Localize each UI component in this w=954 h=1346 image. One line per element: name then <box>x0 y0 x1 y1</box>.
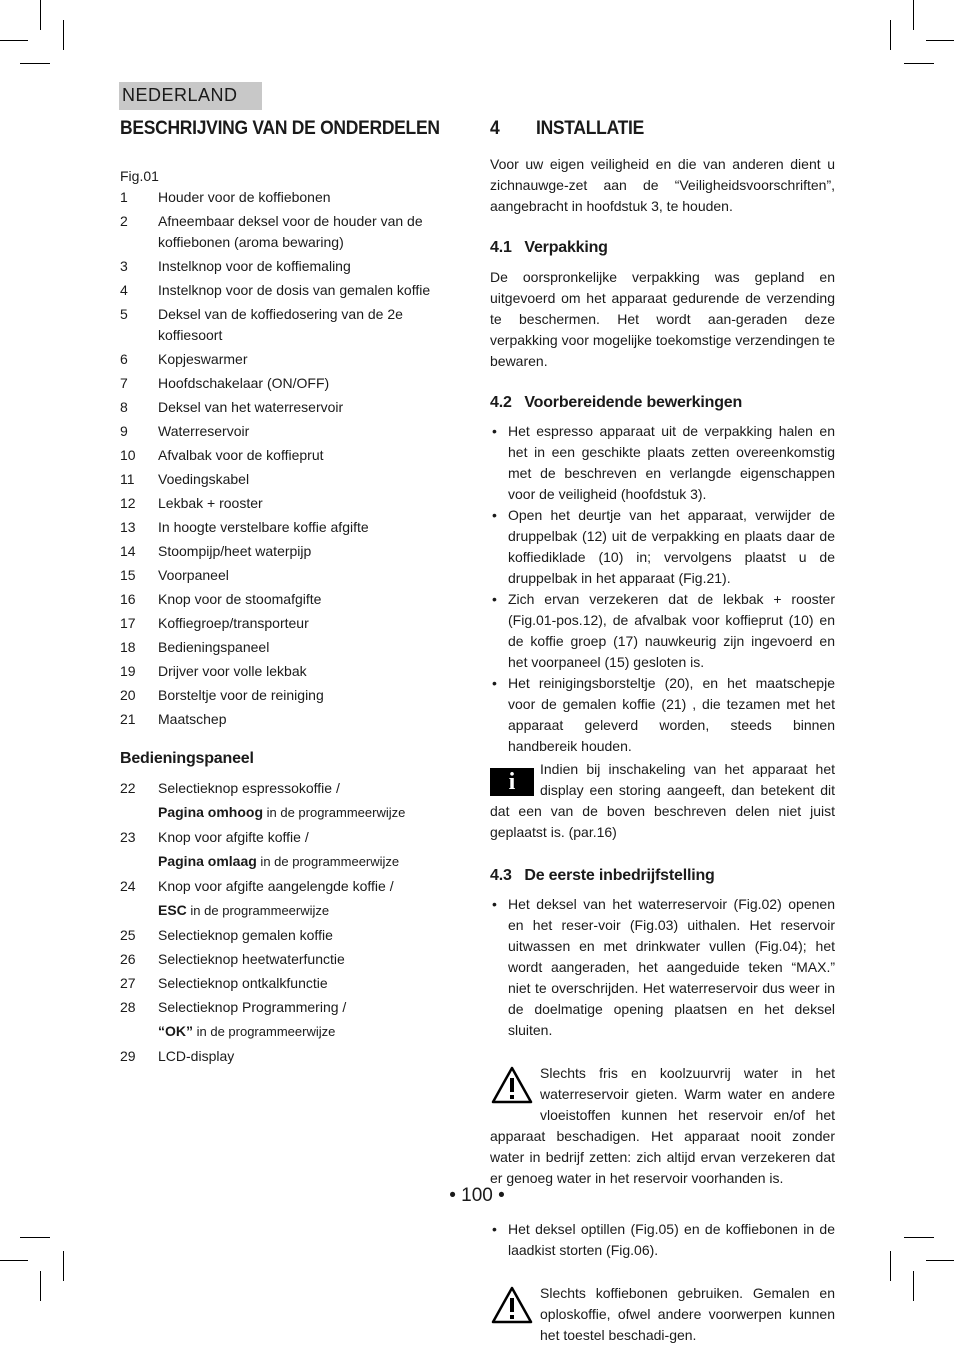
item-text: Afvalbak voor de koffieprut <box>158 447 324 463</box>
item-number: 20 <box>120 687 136 703</box>
section-title-text: INSTALLATIE <box>536 118 644 139</box>
list-item <box>120 349 465 370</box>
list-item <box>120 565 465 586</box>
item-text: Maatschep <box>158 711 227 727</box>
list-item <box>120 421 465 442</box>
item-number: 11 <box>120 471 135 487</box>
item-number: 8 <box>120 399 128 415</box>
control-panel-list <box>120 776 465 1068</box>
item-number: 10 <box>120 447 136 463</box>
item-number: 27 <box>120 975 136 991</box>
list-item <box>120 613 465 634</box>
item-line: Selectieknop gemalen koffie <box>158 927 333 943</box>
packaging-paragraph: De oorspronkelijke verpakking was gepland en uitgevoerd om het apparaat gedurende de verzending te beschermen. Het wordt aan-geraden deze verpakking voor mogelijke toekomstige verzendingen te bewaren. <box>490 269 835 369</box>
item-text: Houder voor de koffiebonen <box>158 189 331 205</box>
item-number: 22 <box>120 780 136 796</box>
item-text: Deksel van de koffiedosering van de 2e koffiesoort <box>158 306 403 343</box>
item-text <box>158 995 465 1044</box>
mode-key: Pagina omlaag <box>158 853 257 869</box>
list-item <box>120 211 465 253</box>
warning-icon <box>490 1065 534 1111</box>
list-item <box>120 995 465 1044</box>
item-number: 25 <box>120 927 136 943</box>
item-number: 28 <box>120 999 136 1015</box>
item-number: 14 <box>120 543 136 559</box>
item-number: 23 <box>120 829 136 845</box>
mode-text: in de programmeerwijze <box>263 805 406 820</box>
crop-mark <box>926 1260 954 1261</box>
crop-mark <box>40 1271 41 1301</box>
item-line-mode <box>158 849 465 874</box>
list-item <box>120 825 465 874</box>
list-item: • Het espresso apparaat uit de verpakking halen en het in een geschikte plaats zetten overeenkomstig met de beschreven en verlangde eigenschappen voor de veiligheid (hoofdstuk 3). <box>490 421 835 505</box>
warning-text: Slechts koffiebonen gebruiken. Gemalen en oploskoffie, ofwel andere voorwerpen kunnen het toestel beschadi-gen. <box>540 1285 835 1343</box>
mode-key: ESC <box>158 902 187 918</box>
list-item <box>120 971 465 995</box>
item-text: Lekbak + rooster <box>158 495 263 511</box>
language-label: NEDERLAND <box>122 85 238 105</box>
item-text <box>158 947 465 971</box>
item-number: 5 <box>120 306 128 322</box>
item-number: 17 <box>120 615 136 631</box>
item-text: Drijver voor volle lekbak <box>158 663 307 679</box>
item-text <box>158 1044 465 1068</box>
crop-mark <box>0 1260 28 1261</box>
list-item <box>120 517 465 538</box>
list-item <box>120 469 465 490</box>
item-text: Instelknop voor de dosis van gemalen koffie <box>158 282 431 298</box>
item-number: 13 <box>120 519 136 535</box>
item-number: 1 <box>120 189 128 205</box>
item-number: 2 <box>120 213 128 229</box>
preparation-list <box>490 421 835 757</box>
item-line: Selectieknop heetwaterfunctie <box>158 951 345 967</box>
list-item <box>120 256 465 277</box>
item-line: LCD-display <box>158 1048 235 1064</box>
item-text <box>158 776 465 825</box>
item-line-mode <box>158 1019 465 1044</box>
crop-mark <box>63 1251 64 1281</box>
item-text: Bedieningspaneel <box>158 639 270 655</box>
list-item: • Het deksel optillen (Fig.05) en de koffiebonen in de laadkist storten (Fig.06). <box>490 1219 835 1261</box>
item-text: Voorpaneel <box>158 567 229 583</box>
list-item <box>120 947 465 971</box>
page-number: • 100 • <box>449 1185 505 1206</box>
crop-mark <box>63 20 64 50</box>
item-line-mode <box>158 898 465 923</box>
section-number: 4 <box>490 118 500 139</box>
info-note-text: Indien bij inschakeling van het apparaat het display een storing aangeeft, dan betekent dit dat een van de boven beschreven delen niet juist geplaatst is. (par.16) <box>490 761 835 840</box>
item-number: 18 <box>120 639 136 655</box>
list-item <box>120 709 465 730</box>
list-item <box>120 280 465 301</box>
list-item: • Open het deurtje van het apparaat, verwijder de druppelbak (12) uit de verpakking en plaats daar de koffiediklade (10) in; vervolgens plaatst u de druppelbak in het apparaat (Fig.21). <box>490 505 835 589</box>
item-text: Knop voor de stoomafgifte <box>158 591 322 607</box>
crop-mark <box>890 1251 891 1281</box>
item-line: Knop voor afgifte koffie / <box>158 829 309 845</box>
item-text <box>158 971 465 995</box>
parts-list <box>120 187 465 730</box>
item-number: 9 <box>120 423 128 439</box>
crop-mark <box>20 63 50 64</box>
warning-note-beans <box>490 1283 835 1346</box>
crop-mark <box>926 40 954 41</box>
section-title-parts: BESCHRIJVING VAN DE ONDERDELEN <box>120 118 440 139</box>
list-item <box>120 445 465 466</box>
list-item: • Het reinigingsborsteltje (20), en het maatschepje voor de gemalen koffie (21) , die tezamen met het apparaat geleverd worden, steeds binnen handbereik houden. <box>490 673 835 757</box>
item-number: 24 <box>120 878 136 894</box>
item-number: 6 <box>120 351 128 367</box>
item-text: Koffiegroep/transporteur <box>158 615 309 631</box>
list-item <box>120 373 465 394</box>
mode-key: “OK” <box>158 1023 193 1039</box>
item-text: Deksel van het waterreservoir <box>158 399 344 415</box>
item-text: In hoogte verstelbare koffie afgifte <box>158 519 369 535</box>
item-number: 16 <box>120 591 136 607</box>
list-item <box>120 1044 465 1068</box>
list-item <box>120 589 465 610</box>
list-item <box>120 923 465 947</box>
crop-mark <box>904 63 934 64</box>
info-note <box>490 759 835 843</box>
list-item <box>120 776 465 825</box>
list-item <box>120 874 465 923</box>
first-use-list <box>490 894 835 1041</box>
item-number: 4 <box>120 282 128 298</box>
subsection-title-preparation: 4.2 Voorbereidende bewerkingen <box>490 394 743 411</box>
item-line: Selectieknop espressokoffie / <box>158 780 340 796</box>
panel-title: Bedieningspaneel <box>120 750 254 767</box>
item-number: 12 <box>120 495 136 511</box>
list-item <box>120 541 465 562</box>
list-item <box>120 661 465 682</box>
item-text: Kopjeswarmer <box>158 351 248 367</box>
mode-text: in de programmeerwijze <box>186 903 330 918</box>
item-line: Selectieknop Programmering / <box>158 999 347 1015</box>
left-column <box>120 116 465 1068</box>
list-item <box>120 187 465 208</box>
warning-text: Slechts fris en koolzuurvrij water in het waterreservoir gieten. Warm water en andere vloeistoffen kunnen het reservoir en/of het apparaat beschadigen. Het apparaat nooit zonder water in bedrijf zetten: zich altijd ervan verzekeren dat er genoeg water in het reservoir voorhanden is. <box>490 1065 835 1186</box>
mode-text: in de programmeerwijze <box>193 1024 336 1039</box>
item-line: Selectieknop ontkalkfunctie <box>158 975 328 991</box>
right-column <box>490 116 835 1346</box>
item-text: Waterreservoir <box>158 423 250 439</box>
list-item <box>120 493 465 514</box>
item-number: 29 <box>120 1048 136 1064</box>
item-number: 21 <box>120 711 136 727</box>
crop-mark <box>20 1237 50 1238</box>
list-item: • Zich ervan verzekeren dat de lekbak + rooster (Fig.01-pos.12), de afvalbak voor koffieprut (10) en de koffie groep (17) nauwkeurig zijn ingevoerd en het voorpaneel (15) gesloten is. <box>490 589 835 673</box>
list-item <box>120 397 465 418</box>
item-number: 7 <box>120 375 128 391</box>
item-line-mode <box>158 800 465 825</box>
item-number: 19 <box>120 663 136 679</box>
crop-mark <box>890 20 891 50</box>
list-item <box>120 685 465 706</box>
crop-mark <box>913 0 914 30</box>
item-text: Voedingskabel <box>158 471 250 487</box>
crop-mark <box>40 0 41 30</box>
crop-mark <box>0 40 28 41</box>
mode-text: in de programmeerwijze <box>256 854 400 869</box>
item-number: 26 <box>120 951 136 967</box>
crop-mark <box>904 1237 934 1238</box>
crop-mark <box>913 1271 914 1301</box>
beans-list <box>490 1219 835 1261</box>
list-item <box>120 637 465 658</box>
item-text: Afneembaar deksel voor de houder van de koffiebonen (aroma bewaring) <box>158 213 423 250</box>
language-tab <box>119 82 262 110</box>
item-text: Instelknop voor de koffiemaling <box>158 258 351 274</box>
item-text <box>158 825 465 874</box>
mode-key: Pagina omhoog <box>158 804 263 820</box>
warning-icon <box>490 1285 534 1331</box>
list-item <box>120 304 465 346</box>
item-number: 15 <box>120 567 136 583</box>
list-item: • Het deksel van het waterreservoir (Fig.02) openen en het reser-voir (Fig.03) uithalen. Het reservoir uitwassen en met drinkwater vullen (Fig.04); het wordt aangeraden, het aangeduide teken “MAX.” niet te overschrijden. Het waterreservoir dus weer in de doelmatige opening plaatsen en het deksel sluiten. <box>490 894 835 1041</box>
info-icon: i <box>490 768 534 796</box>
warning-note <box>490 1063 835 1189</box>
section-title-installation <box>490 118 807 140</box>
item-text: Borsteltje voor de reiniging <box>158 687 324 703</box>
fig-label: Fig.01 <box>120 168 159 184</box>
subsection-title-packaging: 4.1 Verpakking <box>490 239 608 256</box>
item-text: Hoofdschakelaar (ON/OFF) <box>158 375 330 391</box>
item-line: Knop voor afgifte aangelengde koffie / <box>158 878 394 894</box>
item-text: Stoompijp/heet waterpijp <box>158 543 312 559</box>
intro-paragraph: Voor uw eigen veiligheid en die van anderen dient u zichnauwge-zet aan de “Veiligheidsvoorschriften”, aangebracht in hoofdstuk 3, te houden. <box>490 156 835 214</box>
item-number: 3 <box>120 258 128 274</box>
subsection-title-first-use: 4.3 De eerste inbedrijfstelling <box>490 867 715 884</box>
item-text <box>158 874 465 923</box>
item-text <box>158 923 465 947</box>
